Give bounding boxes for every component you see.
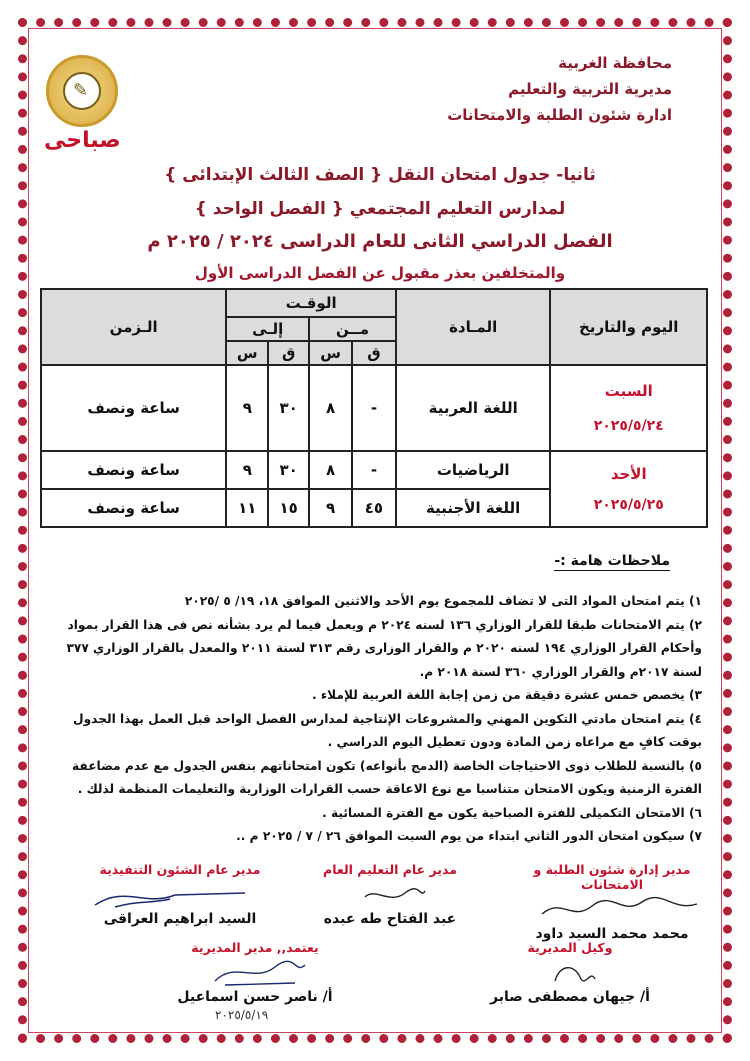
day-cell: [550, 365, 707, 451]
day-name: الأحد: [610, 465, 647, 483]
handwritten-signature: [155, 955, 355, 989]
day-date: ٢٠٢٥/٥/٢٥: [593, 497, 664, 513]
header-from-q: ق: [352, 341, 396, 365]
note-item: ٧) سيكون امتحان الدور الثاني ابتداء من يوم السبت الموافق ٢٦ / ٧ / ٢٠٢٥ م ..: [236, 829, 702, 843]
signature-block-general-education: [295, 862, 485, 927]
note-item: ٦) الامتحان التكميلى للفترة الصباحية يكون مع الفترة المسائية .: [322, 805, 702, 820]
duration-cell: ساعة ونصف: [41, 365, 226, 451]
signature-role: مدير عام الشئون التنفيذية: [99, 862, 261, 877]
subject-cell: اللغة العربية: [396, 365, 551, 451]
signature-block-executive-affairs: [75, 862, 285, 927]
letterhead: [447, 50, 672, 128]
signature-name: محمد محمد السيد داود: [535, 926, 689, 942]
document-title: [140, 158, 620, 288]
note-item: ٢) يتم الامتحانات طبقا للقرار الوزاري ١٣٦ لسنه ٢٠٢٤ م ويعمل فيما لم يرد بشأنه نص فى هذا القرار بمواد وأحكام القرار الوزاري ١٩٤ لسنه ٢٠٢٠ م والقرار الوزارى رقم ٣١٣ لسنة ٢٠١١ والمعدل بالقرار الوزاري ٣٧٧ لسنة ٢٠١٧م والقرار الوزاري ٣٦٠ لسنة ٢٠١٨ م.: [66, 617, 702, 679]
subject-cell: اللغة الأجنبية: [396, 489, 551, 527]
header-subject: المـادة: [396, 289, 551, 365]
directorate-name: مديرية التربية والتعليم: [508, 80, 672, 98]
to-q-cell: ٣٠: [268, 365, 309, 451]
signature-name: أ/ جيهان مصطفى صابر: [490, 989, 650, 1005]
signature-role: مدير إدارة شئون الطلبة و الامتحانات: [533, 862, 691, 892]
to-s-cell: ٩: [226, 365, 268, 451]
signature-block-students-affairs: [512, 862, 712, 942]
note-item: ١) يتم امتحان المواد التى لا تضاف للمجموع يوم الأحد والاثنين الموافق ١٨، ١٩/ ٥ /٢٠٢٥: [184, 594, 702, 608]
header-from: مــن: [309, 317, 396, 341]
to-s-cell: ١١: [226, 489, 268, 527]
duration-cell: ساعة ونصف: [41, 451, 226, 489]
header-duration: الـزمن: [41, 289, 226, 365]
header-day-date: اليوم والتاريخ: [550, 289, 707, 365]
department-name: ادارة شئون الطلبة والامتحانات: [447, 106, 672, 124]
signature-block-deputy: [470, 940, 670, 1005]
day-date: ٢٠٢٥/٥/٢٤: [593, 418, 664, 434]
notes-list: [42, 590, 702, 849]
from-s-cell: ٨: [309, 451, 352, 489]
from-q-cell: -: [352, 365, 396, 451]
table-row: [41, 451, 707, 489]
title-line-1: ثانيا- جدول امتحان النقل { الصف الثالث الإبتدائى }: [164, 165, 596, 185]
table-row: [41, 365, 707, 451]
handwritten-signature: [295, 877, 485, 911]
from-s-cell: ٨: [309, 365, 352, 451]
exam-schedule-table: [40, 288, 708, 528]
header-to-s: س: [226, 341, 268, 365]
signature-name: السيد ابراهيم العراقى: [103, 911, 257, 927]
note-item: ٣) يخصص خمس عشرة دقيقة من زمن إجابة اللغة العربية للإملاء .: [312, 688, 702, 702]
notes-title: ملاحظات هامة :-: [554, 553, 670, 569]
header-from-s: س: [309, 341, 352, 365]
subject-cell: الرياضيات: [396, 451, 551, 489]
signature-block-director: [155, 940, 355, 1005]
from-q-cell: ٤٥: [352, 489, 396, 527]
handwritten-date: ٢٠٢٥/٥/١٩: [215, 1008, 269, 1022]
signature-role: يعتمد,, مدير المديرية: [191, 940, 319, 955]
header-to: إلـى: [226, 317, 309, 341]
signature-role: مدير عام التعليم العام: [323, 862, 457, 877]
handwritten-signature: [75, 877, 285, 911]
handwritten-signature: [470, 955, 670, 989]
from-s-cell: ٩: [309, 489, 352, 527]
header-to-q: ق: [268, 341, 309, 365]
title-line-2: لمدارس التعليم المجتمعي { الفصل الواحد }: [194, 199, 566, 219]
title-line-3: الفصل الدراسي الثانى للعام الدراسى ٢٠٢٤ / ٢٠٢٥ م: [147, 231, 613, 252]
title-line-4: والمتخلفين بعذر مقبول عن الفصل الدراسى الأول: [194, 264, 566, 282]
governorate-name: محافظة الغربية: [558, 54, 672, 72]
note-item: ٤) يتم امتحان مادتي التكوين المهني والمشروعات الإنتاجية لمدارس الفصل الواحد قبل العمل بهذا الجدول بوقت كافٍ مع مراعاه زمن المادة ودون تعطيل اليوم الدراسي .: [73, 711, 702, 749]
to-q-cell: ٣٠: [268, 451, 309, 489]
shift-label: صباحى: [44, 128, 121, 153]
header-time: الوقـت: [226, 289, 396, 317]
signature-role: وكيل المديرية: [527, 940, 613, 955]
duration-cell: ساعة ونصف: [41, 489, 226, 527]
signature-name: عبد الفتاح طه عبده: [323, 911, 457, 927]
day-cell: [550, 451, 707, 527]
day-name: السبت: [604, 382, 653, 400]
to-q-cell: ١٥: [268, 489, 309, 527]
note-item: ٥) بالنسبة للطلاب ذوى الاحتياجات الخاصة (الدمج بأنواعه) تكون امتحاناتهم بنفس الجدول مع عدم مضاعفة الفترة الزمنية ويكون الامتحان متناسبا مع نوع الاعاقة حسب القرارات الوزارية والتعليمات المنظمة لذلك .: [72, 758, 702, 796]
signature-name: أ/ ناصر حسن اسماعيل: [177, 989, 333, 1005]
directorate-logo: ✎: [46, 55, 118, 127]
to-s-cell: ٩: [226, 451, 268, 489]
from-q-cell: -: [352, 451, 396, 489]
handwritten-signature: [512, 892, 712, 926]
